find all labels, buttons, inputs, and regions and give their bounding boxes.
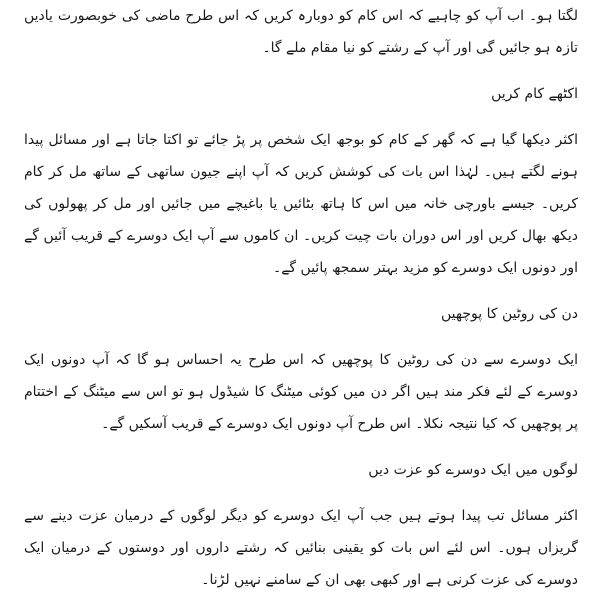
spacer	[24, 440, 578, 454]
heading-work-together: اکٹھے کام کریں	[491, 86, 578, 102]
paragraph-respect-in-public: اکثر مسائل تب پیدا ہوتے ہیں جب آپ ایک دوسرے کو دیگر لوگوں کے درمیان عزت دینے سے گریزاں ہوں۔ اس لئے اس بات کو یقینی بنائیں کہ رشتے داروں اور دوستوں کے درمیان ایک دوسرے کی عزت کرنی ہے اور کبھی بھی ان کے سامنے نہیں لڑنا۔	[24, 508, 578, 588]
spacer	[24, 330, 578, 344]
heading-daily-routine: دن کی روٹین کا پوچھیں	[441, 306, 578, 322]
paragraph-daily-routine: ایک دوسرے سے دن کی روٹین کا پوچھیں کہ اس طرح یہ احساس ہو گا کہ آپ دونوں ایک دوسرے کے لئے فکر مند ہیں اگر دن میں کوئی میٹنگ کا شیڈول ہو تو اس سے میٹنگ کے اختتام پر پوچھیں کہ کیا نتیجہ نکلا۔ اس طرح آپ دونوں ایک دوسرے کے قریب آسکیں گے۔	[24, 352, 578, 432]
spacer	[24, 110, 578, 124]
paragraph-work-together: اکثر دیکھا گیا ہے کہ گھر کے کام کو بوجھ ایک شخص پر پڑ جائے تو اکتا جاتا ہے اور مسائل پیدا ہونے لگتے ہیں۔ لہٰذا اس بات کی کوشش کریں کہ آپ اپنے جیون ساتھی کے ساتھ مل کر کام کریں۔ جیسے باورچی خانہ میں اس کا ہاتھ بٹائیں یا باغیچے میں جائیں اور مل کر پھولوں کی دیکھ بھال کریں اور اس دوران بات چیت کریں۔ ان کاموں سے آپ ایک دوسرے کے قریب آئیں گے اور دونوں ایک دوسرے کو مزید بہتر سمجھ پائیں گے۔	[24, 132, 578, 276]
spacer	[24, 64, 578, 78]
spacer	[24, 486, 578, 500]
heading-respect-in-public: لوگوں میں ایک دوسرے کو عزت دیں	[368, 462, 578, 478]
spacer	[24, 284, 578, 298]
paragraph-intro: لگتا ہو۔ اب آپ کو چاہیے کہ اس کام کو دوبارہ کریں کہ اس طرح ماضی کی خوبصورت یادیں تازہ ہو جائیں گی اور آپ کے رشتے کو نیا مقام ملے گا۔	[24, 8, 578, 56]
